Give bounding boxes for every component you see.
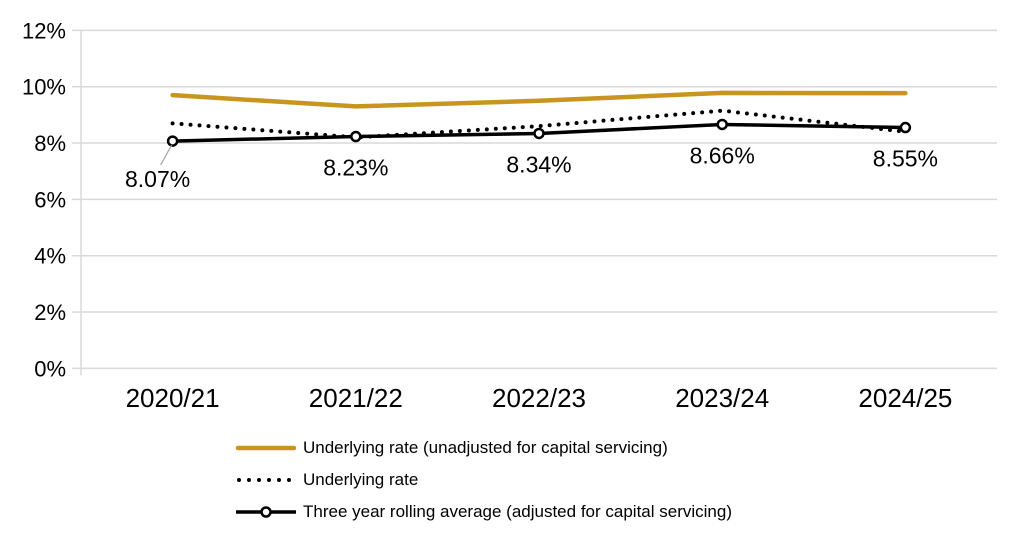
y-axis-label: 2%: [34, 300, 66, 326]
legend-label: Underlying rate: [303, 470, 419, 489]
legend-item-rolling-average: [235, 501, 732, 522]
x-axis-label: 2023/24: [675, 383, 770, 413]
y-axis-label: 4%: [34, 243, 66, 269]
rolling-average-marker: [901, 123, 910, 132]
legend: [235, 437, 732, 522]
data-label: 8.66%: [689, 142, 755, 169]
rolling-average-marker: [718, 120, 727, 129]
legend-item-underlying-unadjusted: [235, 437, 732, 458]
x-axis-label: 2020/21: [125, 383, 220, 413]
y-axis-label: 10%: [21, 74, 66, 100]
x-axis-label: 2024/25: [858, 383, 953, 413]
leader-line: [161, 145, 172, 165]
data-label: 8.23%: [323, 154, 389, 181]
rolling-average-marker: [168, 137, 177, 146]
rolling-average-marker: [351, 132, 360, 141]
legend-label: Three year rolling average (adjusted for capital servicing): [303, 502, 732, 521]
y-axis-label: 6%: [34, 187, 66, 213]
legend-item-underlying: [235, 469, 732, 490]
y-axis-label: 8%: [34, 131, 66, 157]
black-line-circle-marker-swatch: [235, 505, 297, 519]
data-label: 8.55%: [872, 145, 939, 172]
y-axis-label: 12%: [21, 18, 66, 44]
data-label: 8.07%: [124, 166, 191, 193]
rolling-average-marker: [535, 129, 544, 138]
black-dotted-line-swatch: [235, 475, 297, 485]
data-label: 8.34%: [506, 151, 572, 178]
x-axis-label: 2021/22: [308, 383, 403, 413]
y-axis-label: 0%: [34, 356, 66, 382]
gold-solid-line-swatch: [235, 443, 297, 453]
series-underlying-rate-unadjusted-line: [173, 93, 906, 107]
legend-label: Underlying rate (unadjusted for capital servicing): [303, 438, 668, 457]
x-axis-label: 2022/23: [492, 383, 586, 413]
